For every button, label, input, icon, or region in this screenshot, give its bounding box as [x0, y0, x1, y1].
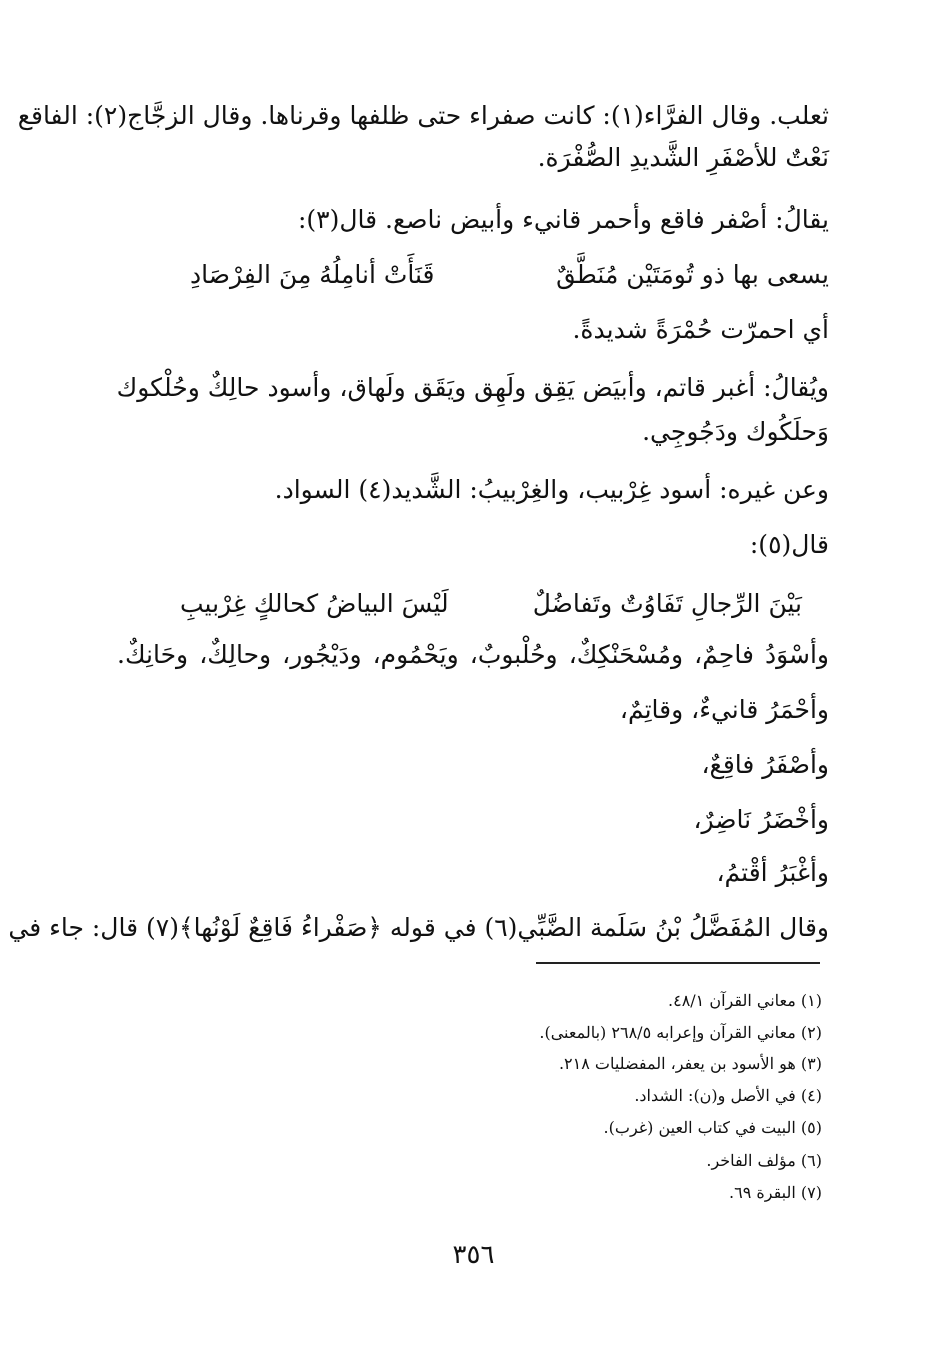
- verse-first-hemistich: يسعى بها ذو تُومَتَيْن مُنَطَّقٌ: [556, 260, 829, 289]
- paragraph-line: أي احمرّت حُمْرَةً شديدةً.: [572, 315, 829, 344]
- paragraph-line: وأغْبَرُ أقْتمُ،: [716, 858, 829, 887]
- footnote-separator: [536, 962, 820, 964]
- paragraph-line: ثعلب. وقال الفرَّاء(١): كانت صفراء حتى ظلفها وقرناها. وقال الزجَّاج(٢): الفاقع: [17, 101, 829, 130]
- paragraph-line: قال(٥):: [749, 530, 829, 559]
- verse-first-hemistich: بَيْنَ الرِّجالِ تَفَاوُتٌ وتَفاضُلٌ: [532, 589, 802, 618]
- footnote: (١) معاني القرآن ٤٨/١.: [668, 991, 822, 1010]
- footnote: (٦) مؤلف الفاخر.: [706, 1151, 822, 1170]
- footnote: (٢) معاني القرآن وإعرابه ٢٦٨/٥ (بالمعنى).: [539, 1023, 822, 1042]
- paragraph-line: وقال المُفَضَّلُ بْنُ سَلَمة الضَّبِّي(٦) في قوله ﴿صَفْراءُ فَاقِعٌ لَوْنُها﴾(٧) قال: جاء في: [8, 913, 829, 942]
- paragraph-line: نَعْتٌ للأصْفَرِ الشَّديدِ الصُّفْرَة.: [537, 143, 829, 172]
- paragraph-line: وأصْفَرُ فاقِعٌ،: [701, 750, 829, 779]
- paragraph-line: ويُقالُ: أغبر قاتم، وأبيَض يَقِق ولَهِق ويَقَق ولَهاق، وأسود حالِكٌ وحُلْكوك: [116, 373, 829, 402]
- footnote: (٥) البيت في كتاب العين (غرب).: [603, 1118, 822, 1137]
- footnote: (٤) في الأصل و(ن): الشداد.: [634, 1086, 822, 1105]
- paragraph-line: يقالُ: أصْفر فاقع وأحمر قانيء وأبيض ناصع. قال(٣):: [297, 205, 829, 234]
- paragraph-line: وَحلَكُوك ودَجُوجِي.: [642, 417, 829, 446]
- paragraph-line: وأسْوَدُ فاحِمٌ، ومُسْحَنْكِكٌ، وحُلْبوبٌ، ويَحْمُوم، ودَيْجُور، وحالِكٌ، وحَانِكٌ.: [117, 640, 829, 669]
- paragraph-line: وأخْضَرُ نَاضِرٌ،: [693, 805, 829, 834]
- verse-second-hemistich: لَيْسَ البياضُ كحالكٍ غِرْبيبِ: [180, 589, 449, 618]
- footnote: (٧) البقرة ٦٩.: [729, 1183, 822, 1202]
- paragraph-line: وعن غيره: أسود غِرْبيب، والغِرْبيبُ: الشَّديد(٤) السواد.: [274, 475, 829, 504]
- page-number: ٣٥٦: [452, 1240, 495, 1270]
- footnote: (٣) هو الأسود بن يعفر، المفضليات ٢١٨.: [558, 1054, 822, 1073]
- verse-second-hemistich: قَنَأَتْ أنامِلُهُ مِنَ الفِرْصَادِ: [190, 260, 435, 289]
- paragraph-line: وأحْمَرُ قانيءٌ، وقاتِمٌ،: [619, 695, 829, 724]
